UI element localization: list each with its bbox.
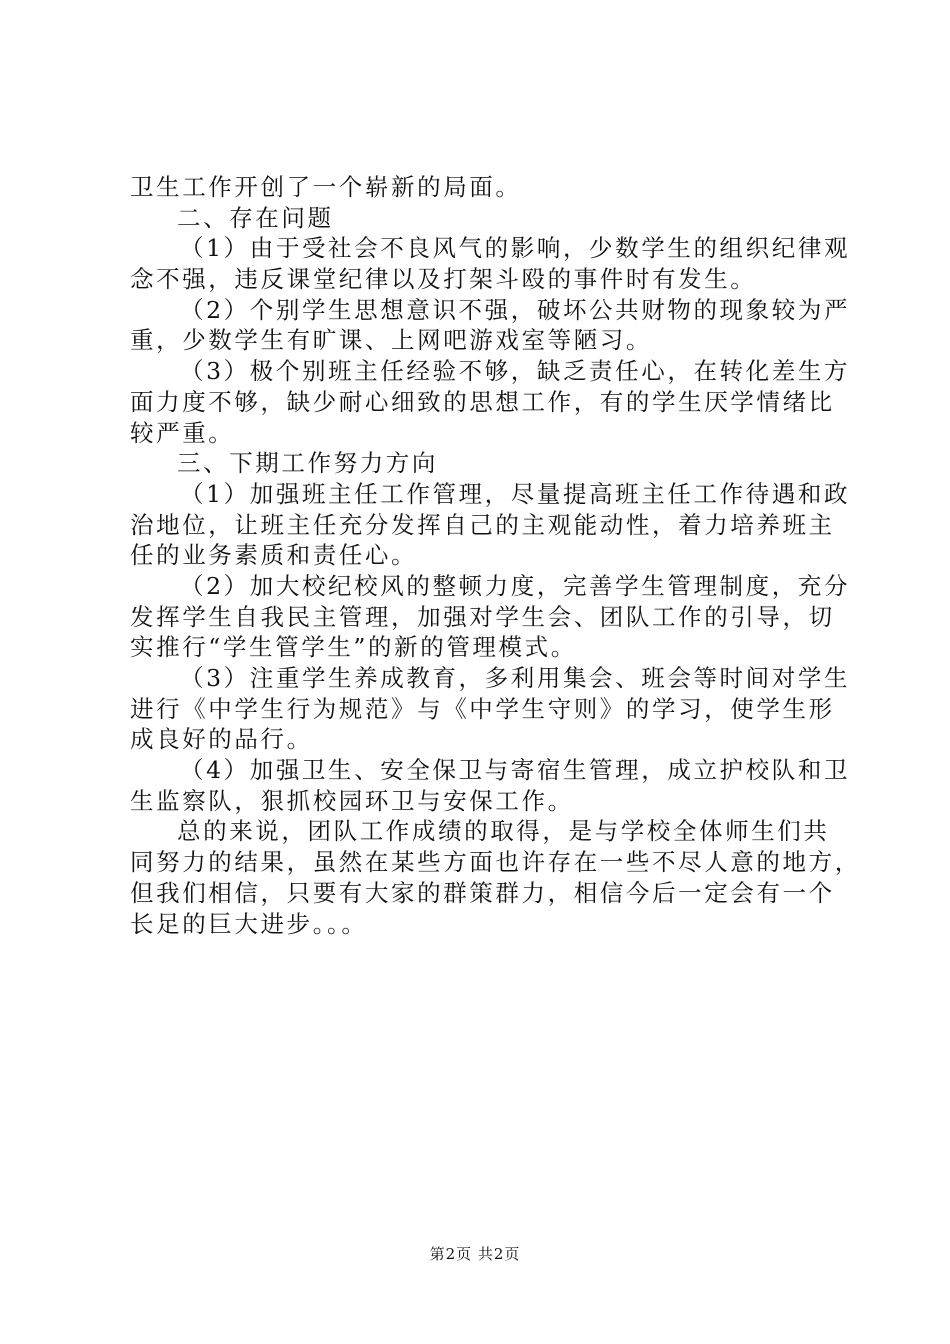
text-line: （3）极个别班主任经验不够，缺乏责任心，在转化差生方: [180, 357, 851, 386]
text-line: 较严重。: [130, 418, 235, 447]
section-heading: 三、下期工作努力方向: [177, 449, 438, 478]
text-line: （2）个别学生思想意识不强，破坏公共财物的现象较为严: [180, 295, 851, 324]
section-heading: 二、存在问题: [177, 203, 334, 232]
text-line: 发挥学生自我民主管理，加强对学生会、团队工作的引导，切: [130, 602, 835, 631]
text-line: （2）加大校纪校风的整顿力度，完善学生管理制度，充分: [180, 571, 851, 600]
text-line: 进行《中学生行为规范》与《中学生守则》的学习，使学生形: [130, 694, 835, 723]
document-body: [130, 172, 861, 939]
text-line: 但我们相信，只要有大家的群策群力，相信今后一定会有一个: [130, 878, 835, 907]
text-line: 实推行“学生管学生”的新的管理模式。: [130, 633, 577, 662]
text-line: （3）注重学生养成教育，多利用集会、班会等时间对学生: [180, 664, 851, 692]
text-line: 同努力的结果，虽然在某些方面也许存在一些不尽人意的地方，: [130, 848, 861, 877]
text-line: 生监察队，狠抓校园环卫与安保工作。: [130, 786, 574, 815]
text-line: 任的业务素质和责任心。: [130, 541, 418, 570]
text-line: 长足的巨大进步。。。: [130, 909, 368, 938]
text-line: 重，少数学生有旷课、上网吧游戏室等陋习。: [130, 326, 652, 355]
text-line: 治地位，让班主任充分发挥自己的主观能动性，着力培养班主: [130, 510, 835, 539]
text-line: （1）由于受社会不良风气的影响，少数学生的组织纪律观: [180, 234, 851, 263]
text-line: （4）加强卫生、安全保卫与寄宿生管理，成立护校队和卫: [180, 756, 851, 785]
text-line: 卫生工作开创了一个崭新的局面。: [130, 173, 522, 201]
text-line: （1）加强班主任工作管理，尽量提高班主任工作待遇和政: [180, 479, 851, 508]
text-line: 面力度不够，缺少耐心细致的思想工作，有的学生厌学情绪比: [130, 387, 835, 416]
text-line: 成良好的品行。: [130, 725, 313, 754]
page-number-footer: 第2页 共2页: [429, 1245, 521, 1263]
text-line: 总的来说，团队工作成绩的取得，是与学校全体师生们共: [177, 817, 830, 846]
text-line: 念不强，违反课堂纪律以及打架斗殴的事件时有发生。: [130, 265, 757, 294]
